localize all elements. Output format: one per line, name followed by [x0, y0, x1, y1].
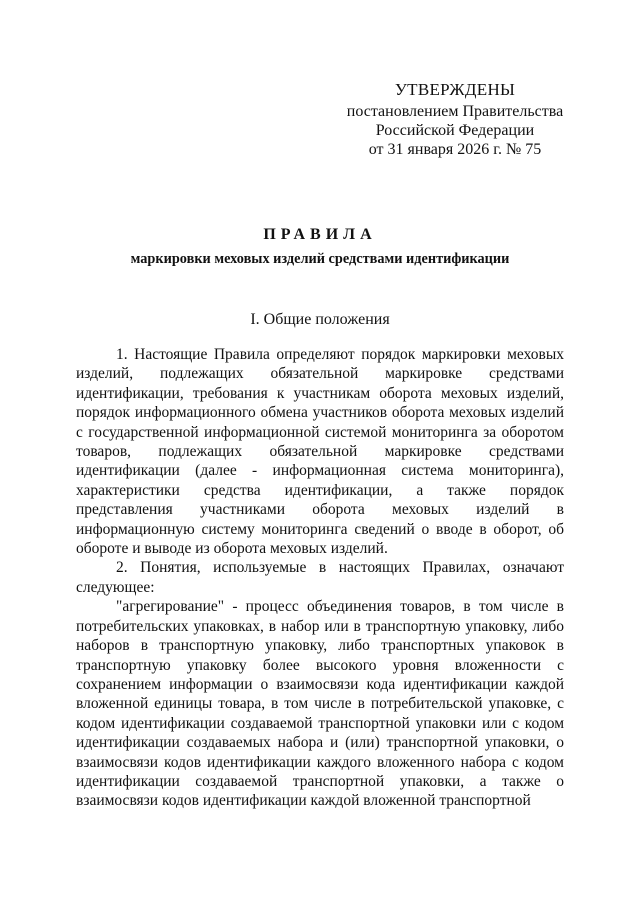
document-subtitle: маркировки меховых изделий средствами идентификации	[130, 251, 510, 267]
paragraph-2: 2. Понятия, используемые в настоящих Правилах, означают следующее:	[76, 559, 564, 596]
approval-line-2: Российской Федерации	[375, 122, 535, 139]
approval-stamp	[330, 80, 580, 159]
approval-line-1: постановлением Правительства	[346, 103, 564, 120]
document-body	[76, 345, 564, 811]
paragraph-3: "агрегирование" - процесс объединения товаров, в том числе в потребительских упаковках, в набор или в транспортную упаковку, либо наборов в транспортную упаковку, либо транспортных упаковок в транспортную упаковку более высокого уровня вложенности с сохранением информации о взаимосвязи кода идентификации каждой вложенной единицы товара, в том числе в потребительской упаковке, с кодом идентификации создаваемой транспортной упаковки или с кодом идентификации создаваемых набора и (или) транспортной упаковки, о взаимосвязи кодов идентификации каждого вложенного набора с кодом идентификации создаваемой транспортной упаковки, а также о взаимосвязи кодов идентификации каждой вложенной транспортной	[76, 598, 564, 810]
document-title: ПРАВИЛА	[263, 226, 377, 243]
approval-heading: УТВЕРЖДЕНЫ	[394, 80, 516, 99]
section-heading: I. Общие положения	[250, 311, 390, 328]
paragraph-1: 1. Настоящие Правила определяют порядок маркировки меховых изделий, подлежащих обязательной маркировке средствами идентификации, требования к участникам оборота меховых изделий, порядок информационного обмена участников оборота меховых изделий с государственной информационной системой мониторинга за оборотом товаров, подлежащих обязательной маркировке средствами идентификации (далее - информационная система мониторинга), характеристики средства идентификации, а также порядок представления участниками оборота меховых изделий в информационную систему мониторинга сведений о вводе в оборот, об обороте и выводе из оборота меховых изделий.	[76, 346, 564, 558]
approval-line-3: от 31 января 2026 г. № 75	[368, 141, 542, 158]
